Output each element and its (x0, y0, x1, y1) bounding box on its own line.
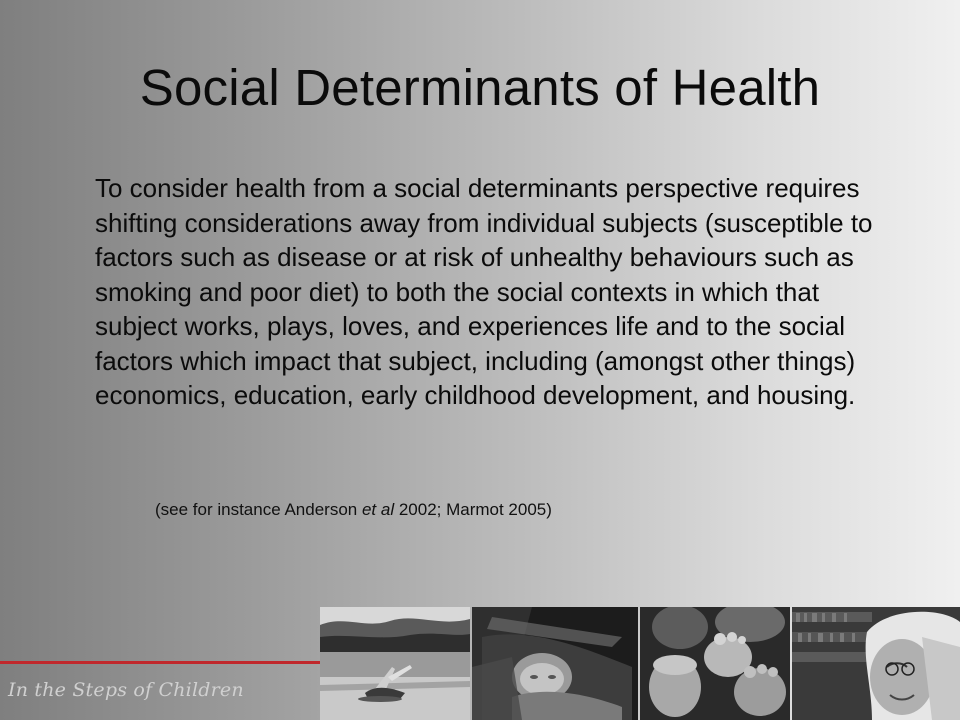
slide-title: Social Determinants of Health (139, 59, 821, 116)
citation-italic: et al (361, 500, 395, 519)
sleeping-baby-photo (472, 607, 638, 720)
shoreline-photo (320, 607, 470, 720)
body-paragraph: To consider health from a social determinants perspective requires shifting considerations away from individual subjects (susceptible to factors such as disease or at risk of unhealthy behaviours such as smoking and poor diet) to both the social contexts in which that subject works, plays, loves, and experiences life and to the social factors which impact that subject, including (amongst other things) economics, education, early childhood development, and housing. (95, 173, 873, 410)
accent-line (0, 661, 322, 664)
elderly-woman-photo (792, 607, 960, 720)
feet-photo (640, 607, 790, 720)
citation (155, 500, 552, 520)
citation-suffix: 2002; Marmot 2005) (394, 500, 552, 519)
citation-prefix: (see for instance Anderson (155, 500, 362, 519)
footer-brand-text: In the Steps of Children (8, 679, 244, 701)
